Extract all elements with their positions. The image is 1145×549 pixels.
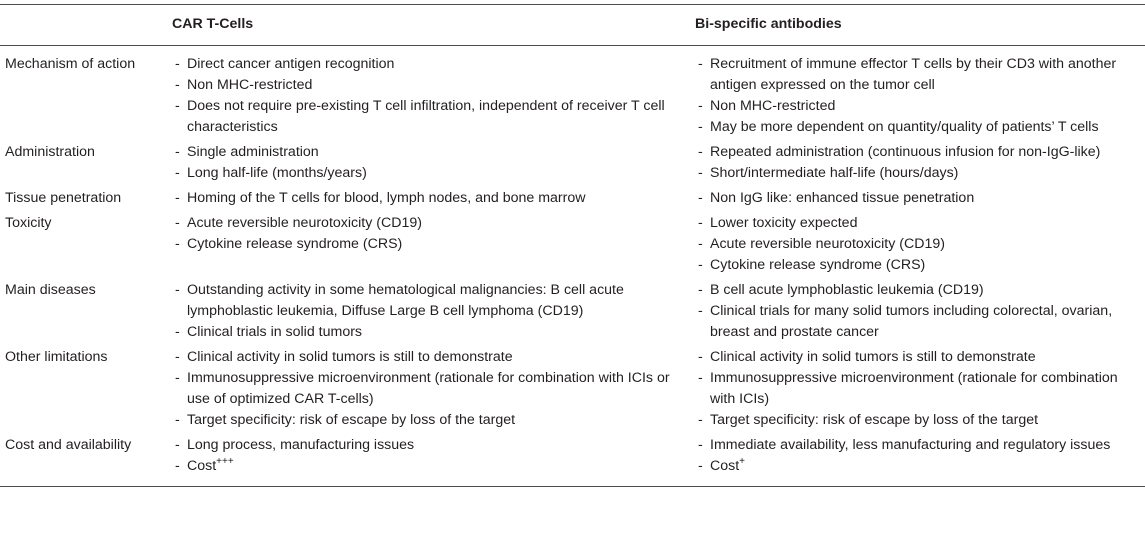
header-empty-cell [0,5,172,46]
row-label-other-limitations: Other limitations [5,349,108,365]
cost-label: Cost [187,458,217,474]
list-item: - Cytokine release syndrome (CRS) [695,255,1145,276]
bsab-cell [695,212,1145,279]
table-row [0,46,1145,142]
list-item: - Immunosuppressive microenvironment (rationale for combination with ICIs or use of optimized CAR T-cells) [172,368,695,410]
list-item: - Long half-life (months/years) [172,163,695,184]
table-row [0,141,1145,187]
row-label-administration: Administration [5,144,95,160]
table-row [0,212,1145,279]
list-item: - Lower toxicity expected [695,213,1145,234]
header-bispecific-antibodies: Bi-specific antibodies [695,5,1145,46]
list-item: - Homing of the T cells for blood, lymph nodes, and bone marrow [172,188,695,209]
list-item: - Direct cancer antigen recognition [172,54,695,75]
list-item: - Clinical trials for many solid tumors including colorectal, ovarian, breast and prostate cancer [695,301,1145,343]
list-item: - Clinical activity in solid tumors is still to demonstrate [695,347,1145,368]
table-row [0,434,1145,487]
bsab-cell [695,279,1145,346]
row-label-toxicity: Toxicity [5,215,52,231]
header-car-t-cells: CAR T-Cells [172,5,695,46]
car-cell [172,212,695,279]
comparison-table [0,4,1145,487]
list-item: - Clinical trials in solid tumors [172,322,695,343]
list-item: - Outstanding activity in some hematological malignancies: B cell acute lymphoblastic leukemia, Diffuse Large B cell lymphoma (CD19) [172,280,695,322]
table-body [0,46,1145,487]
car-cell [172,346,695,434]
row-label-mechanism: Mechanism of action [5,56,136,72]
list-item: - Non IgG like: enhanced tissue penetration [695,188,1145,209]
list-item: - B cell acute lymphoblastic leukemia (CD19) [695,280,1145,301]
table-row [0,346,1145,434]
car-cell [172,279,695,346]
list-item: - Acute reversible neurotoxicity (CD19) [172,213,695,234]
bsab-cell [695,46,1145,142]
table-row [0,187,1145,212]
list-item: - Immunosuppressive microenvironment (rationale for combination with ICIs) [695,368,1145,410]
car-cell [172,141,695,187]
list-item: - Acute reversible neurotoxicity (CD19) [695,234,1145,255]
list-item: - Clinical activity in solid tumors is still to demonstrate [172,347,695,368]
header-row [0,5,1145,46]
cost-mark: +++ [216,456,234,467]
list-item: - May be more dependent on quantity/quality of patients’ T cells [695,117,1145,138]
list-item: - Immediate availability, less manufacturing and regulatory issues [695,435,1145,456]
row-label-main-diseases: Main diseases [5,282,96,298]
car-cell [172,434,695,487]
list-item: - Short/intermediate half-life (hours/days) [695,163,1145,184]
list-item: - Recruitment of immune effector T cells by their CD3 with another antigen expressed on the tumor cell [695,54,1145,96]
list-item: - Target specificity: risk of escape by loss of the target [172,410,695,431]
table-header [0,5,1145,46]
list-item [172,456,695,477]
list-item: - Single administration [172,142,695,163]
list-item: - Cytokine release syndrome (CRS) [172,234,695,255]
table-row [0,279,1145,346]
bsab-cell [695,187,1145,212]
car-cell [172,187,695,212]
list-item: - Target specificity: risk of escape by loss of the target [695,410,1145,431]
row-label-tissue-penetration: Tissue penetration [5,190,122,206]
bsab-cell [695,141,1145,187]
list-item: - Repeated administration (continuous infusion for non-IgG-like) [695,142,1145,163]
cost-label: Cost [710,458,740,474]
list-item: - Long process, manufacturing issues [172,435,695,456]
list-item: - Non MHC-restricted [172,75,695,96]
list-item: - Does not require pre-existing T cell infiltration, independent of receiver T cell characteristics [172,96,695,138]
list-item [695,456,1145,477]
car-cell [172,46,695,142]
bsab-cell [695,346,1145,434]
cost-mark: + [739,456,746,467]
bsab-cell [695,434,1145,487]
list-item: - Non MHC-restricted [695,96,1145,117]
row-label-cost-availability: Cost and availability [0,434,172,487]
